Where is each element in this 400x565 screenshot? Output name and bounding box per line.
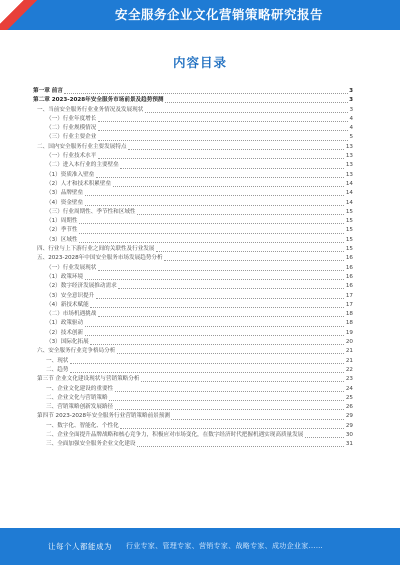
toc-entry-label: （2）季节性 [46,227,78,234]
toc-entry[interactable] [33,431,353,440]
toc-leader-dots [305,433,345,438]
toc-entry-label: 六、安全服务行业竞争格局分析 [37,348,116,355]
toc-entry-label: （三）行业周期性、季节性和区域性 [46,208,136,215]
toc-entry[interactable] [33,273,353,282]
toc-entry-label: 二、趋势 [46,366,69,373]
toc-entry[interactable] [33,189,353,198]
toc-leader-dots [165,98,348,103]
toc-entry-label: （二）进入本行业的主要壁垒 [46,162,119,169]
toc-leader-dots [171,415,344,420]
toc-leader-dots [145,108,348,113]
toc-entry[interactable] [33,245,353,254]
toc-entry[interactable] [33,124,353,133]
toc-entry-page: 26 [345,404,353,411]
toc-entry-label: （2）数字经济发展推动需求 [46,283,117,290]
toc-leader-dots [64,89,347,94]
toc-leader-dots [85,331,345,336]
toc-entry[interactable] [33,106,353,115]
toc-leader-dots [115,405,345,410]
toc-entry[interactable] [33,366,353,375]
footer-slogan-right: 行业专家、管理专家、营销专家、战略专家、成功企业家…… [126,542,324,550]
toc-entry-page: 16 [345,264,353,271]
toc-entry-page: 18 [345,311,353,318]
toc-entry-page: 4 [349,125,353,132]
toc-entry[interactable] [33,403,353,412]
toc-entry[interactable] [33,208,353,217]
toc-leader-dots [85,201,345,206]
toc-entry-page: 13 [345,143,353,150]
toc-entry-label: 三、营销策略创新发展路径 [46,404,114,411]
toc-leader-dots [115,387,345,392]
toc-leader-dots [98,126,348,131]
toc-entry[interactable] [33,357,353,366]
toc-entry[interactable] [33,254,353,263]
toc-entry-label: （1）政策驱动 [46,320,84,327]
toc-entry[interactable] [33,394,353,403]
toc-entry[interactable] [33,171,353,180]
toc-entry-page: 14 [345,199,353,206]
toc-entry-label: 四、行业与上下游行业之间的关联性及行业发展 [37,246,155,253]
toc-entry[interactable] [33,87,353,96]
toc-entry[interactable] [33,152,353,161]
toc-entry-label: （一）行业年度增长 [46,115,97,122]
toc-entry[interactable] [33,115,353,124]
toc-leader-dots [70,359,344,364]
toc-entry-label: （4）资金壁垒 [46,199,84,206]
toc-entry-label: 五、2023-2028年中国安全服务市场发展趋势分析 [37,255,163,262]
toc-entry[interactable] [33,133,353,142]
toc-entry-label: （3）品牌壁垒 [46,190,84,197]
toc-leader-dots [141,377,344,382]
toc-leader-dots [85,275,345,280]
toc-entry-page: 15 [345,208,353,215]
toc-entry-page: 3 [349,106,353,113]
toc-entry-page: 25 [345,394,353,401]
toc-leader-dots [98,136,348,141]
toc-entry-label: （1）资质准入壁垒 [46,171,95,178]
toc-leader-dots [79,229,344,234]
toc-entry-label: 二、国内安全服务行业主要发展特点 [37,143,127,150]
toc-entry-page: 15 [345,246,353,253]
toc-entry-page: 15 [345,218,353,225]
toc-entry[interactable] [33,301,353,310]
toc-entry-label: （三）行业主要企业 [46,134,97,141]
toc-entry[interactable] [33,412,353,421]
toc-entry[interactable] [33,282,353,291]
toc-entry-label: 第三节 企业文化建设现状与营销策略分析 [37,376,140,383]
toc-entry[interactable] [33,264,353,273]
header-decoration [0,0,38,30]
toc-entry-page: 23 [345,376,353,383]
report-title: 安全服务企业文化营销策略研究报告 [114,7,323,22]
toc-entry-label: （2）技术创新 [46,329,84,336]
toc-entry-page: 18 [345,320,353,327]
toc-entry[interactable] [33,96,353,105]
toc-leader-dots [85,191,345,196]
table-of-contents [33,87,353,450]
toc-entry-page: 19 [345,329,353,336]
toc-entry-page: 24 [345,385,353,392]
toc-entry-label: （二）市场机遇挑战 [46,311,97,318]
toc-leader-dots [98,117,348,122]
toc-entry-page: 13 [345,153,353,160]
footer-slogan-left: 让每个人都能成为 [48,542,112,551]
toc-entry-label: 第一章 前言 [33,88,63,94]
toc-leader-dots [117,349,345,354]
toc-leader-dots [70,368,344,373]
toc-entry-page: 17 [345,301,353,308]
toc-entry-page: 15 [345,236,353,243]
toc-leader-dots [96,294,345,299]
toc-entry[interactable] [33,236,353,245]
toc-entry-page: 16 [345,273,353,280]
toc-leader-dots [128,145,344,150]
toc-entry-label: 二、企业全面提升品牌战略和核心竞争力，积极应对市场变化，在数字经济时代把握机遇实现高质量发展 [46,431,304,438]
toc-entry-page: 15 [345,227,353,234]
toc-entry-label: （3）国际化拓展 [46,339,89,346]
toc-entry-label: 一、现状 [46,357,69,364]
toc-entry-label: （一）行业技术水平 [46,153,97,160]
toc-entry-label: （二）行业规模情况 [46,125,97,132]
toc-leader-dots [137,210,344,215]
toc-leader-dots [98,154,345,159]
toc-entry-label: 第二章 2023-2028年安全服务市场前景及趋势预测 [33,97,164,104]
toc-entry-label: 一、当前安全服务行业业务情况及发展现状 [37,106,144,113]
toc-entry-label: 第四节 2023-2028年安全服务行业营销策略前景预测 [37,413,170,420]
toc-leader-dots [164,256,344,261]
toc-entry[interactable] [33,217,353,226]
toc-entry-page: 13 [345,171,353,178]
toc-leader-dots [90,303,344,308]
toc-entry-page: 14 [345,190,353,197]
toc-entry-label: （1）周期性 [46,218,78,225]
toc-entry-label: （2）人才和技术积累壁垒 [46,180,112,187]
toc-entry-page: 3 [349,97,353,104]
toc-leader-dots [120,164,344,169]
toc-entry[interactable] [33,143,353,152]
toc-entry-page: 22 [345,366,353,373]
toc-entry-page: 14 [345,180,353,187]
toc-leader-dots [113,182,345,187]
toc-entry-page: 13 [345,162,353,169]
toc-leader-dots [79,238,344,243]
toc-leader-dots [120,424,344,429]
toc-leader-dots [137,442,344,447]
toc-entry[interactable] [33,310,353,319]
toc-entry-page: 3 [349,88,353,94]
toc-entry-page: 17 [345,292,353,299]
toc-entry-page: 21 [345,348,353,355]
toc-entry-page: 16 [345,283,353,290]
toc-entry-label: 三、全面加强安全服务企业文化建设 [46,441,136,448]
toc-entry[interactable] [33,375,353,384]
toc-entry[interactable] [33,180,353,189]
toc-entry-page: 29 [345,413,353,420]
toc-leader-dots [98,266,345,271]
toc-entry[interactable] [33,440,353,449]
toc-entry-label: 一、数字化、智能化、个性化 [46,422,119,429]
toc-leader-dots [98,312,345,317]
toc-entry[interactable] [33,385,353,394]
toc-entry-page: 4 [349,115,353,122]
toc-entry-label: （1）政策环境 [46,273,84,280]
toc-leader-dots [118,284,344,289]
toc-entry[interactable] [33,226,353,235]
toc-entry-page: 5 [349,134,353,141]
toc-entry[interactable] [33,329,353,338]
toc-leader-dots [96,173,345,178]
toc-entry[interactable] [33,338,353,347]
toc-entry[interactable] [33,347,353,356]
toc-leader-dots [85,322,345,327]
toc-entry[interactable] [33,292,353,301]
toc-entry-label: 一、企业文化建设的重要性 [46,385,114,392]
toc-entry-page: 21 [345,357,353,364]
toc-entry-label: （一）行业发展现状 [46,264,97,271]
toc-leader-dots [90,340,344,345]
toc-entry[interactable] [33,319,353,328]
toc-entry[interactable] [33,161,353,170]
toc-entry[interactable] [33,199,353,208]
toc-leader-dots [109,396,344,401]
toc-entry-page: 29 [345,422,353,429]
toc-entry-page: 30 [345,431,353,438]
toc-leader-dots [156,247,344,252]
toc-title: 内容目录 [172,55,227,70]
toc-entry-page: 20 [345,339,353,346]
toc-entry-label: （3）区域性 [46,236,78,243]
toc-entry-label: （3）安全意识提升 [46,292,95,299]
toc-leader-dots [79,219,344,224]
toc-entry-label: （4）新技术赋能 [46,301,89,308]
toc-entry-page: 31 [345,441,353,448]
toc-entry-page: 16 [345,255,353,262]
toc-entry[interactable] [33,422,353,431]
toc-entry-label: 二、企业文化与营销策略 [46,394,108,401]
